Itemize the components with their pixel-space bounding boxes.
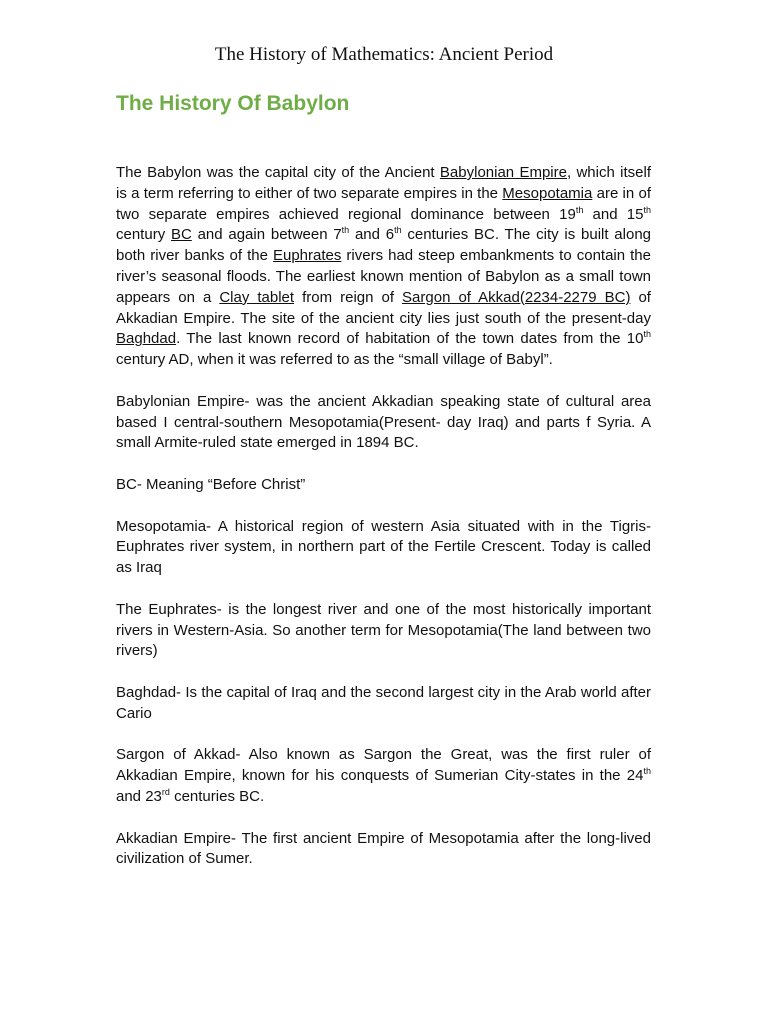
intro-paragraph — [116, 163, 651, 371]
intro-text: and 15 — [583, 205, 644, 223]
intro-text: are in of two separate empires achieved regional dominance between 19 — [116, 184, 651, 223]
link-clay-tablet[interactable]: Clay tablet — [219, 288, 295, 306]
definition-babylonian-empire: Babylonian Empire- was the ancient Akkadian speaking state of cultural area based I central-southern Mesopotamia(Present- day Iraq) and parts f Syria. A small Armite-ruled state emerged in 1894 BC. — [116, 392, 651, 452]
link-bc[interactable]: BC — [170, 226, 192, 244]
definition-baghdad: Baghdad- Is the capital of Iraq and the second largest city in the Arab world after Cario — [116, 683, 651, 722]
intro-text: The Babylon was the capital city of the Ancient — [116, 164, 440, 181]
intro-text: of Akkadian Empire. The site of the ancient city lies just south of the present-day — [116, 288, 651, 327]
intro-text: rivers had steep embankments to contain the river’s seasonal floods. The earliest known mention of Babylon as a small town appears on a — [116, 247, 651, 306]
definition-text: centuries BC. — [169, 787, 265, 805]
document-body — [116, 163, 651, 891]
intro-text: centuries BC. The city is built along both river banks of the — [116, 226, 652, 265]
superscript: th — [575, 204, 584, 215]
intro-text: from reign of — [294, 288, 403, 306]
intro-text: century AD, when it was referred to as the “small village of Babyl”. — [116, 351, 553, 369]
intro-text: century — [116, 226, 171, 244]
superscript: th — [643, 204, 651, 215]
superscript: th — [341, 225, 350, 236]
definition-bc: BC- Meaning “Before Christ” — [116, 475, 306, 493]
link-mesopotamia[interactable]: Mesopotamia — [502, 184, 593, 202]
superscript: th — [643, 766, 651, 777]
definition-sargon — [116, 745, 651, 807]
page-title: The History Of Babylon — [116, 92, 350, 115]
intro-text: and again between 7 — [191, 226, 342, 244]
superscript: th — [643, 329, 651, 340]
link-sargon-of-akkad[interactable]: Sargon of Akkad(2234-2279 BC) — [402, 288, 631, 306]
definition-mesopotamia: Mesopotamia- A historical region of western Asia situated with in the Tigris-Euphrates river system, in northern part of the Fertile Crescent. Today is called as Iraq — [116, 517, 651, 577]
link-babylonian-empire[interactable]: Babylonian Empire — [439, 164, 567, 181]
definition-akkadian-empire: Akkadian Empire- The first ancient Empire of Mesopotamia after the long-lived civilization of Sumer. — [116, 829, 651, 868]
definition-text: Sargon of Akkad- Also known as Sargon the Great, was the first ruler of Akkadian Empire, known for his conquests of Sumerian City-states in the 24 — [116, 746, 651, 785]
link-baghdad[interactable]: Baghdad — [116, 330, 177, 348]
superscript: rd — [161, 786, 170, 797]
superscript: th — [394, 225, 402, 236]
link-euphrates[interactable]: Euphrates — [272, 247, 342, 265]
definition-euphrates: The Euphrates- is the longest river and one of the most historically important rivers in Western-Asia. So another term for Mesopotamia(The land between two rivers) — [116, 600, 651, 660]
running-header: The History of Mathematics: Ancient Period — [214, 44, 554, 65]
definition-text: and 23 — [116, 787, 162, 805]
intro-text: . The last known record of habitation of the town dates from the 10 — [176, 330, 644, 348]
intro-text: and 6 — [349, 226, 395, 244]
intro-text: , which itself is a term referring to either of two separate empires in the — [116, 164, 651, 202]
